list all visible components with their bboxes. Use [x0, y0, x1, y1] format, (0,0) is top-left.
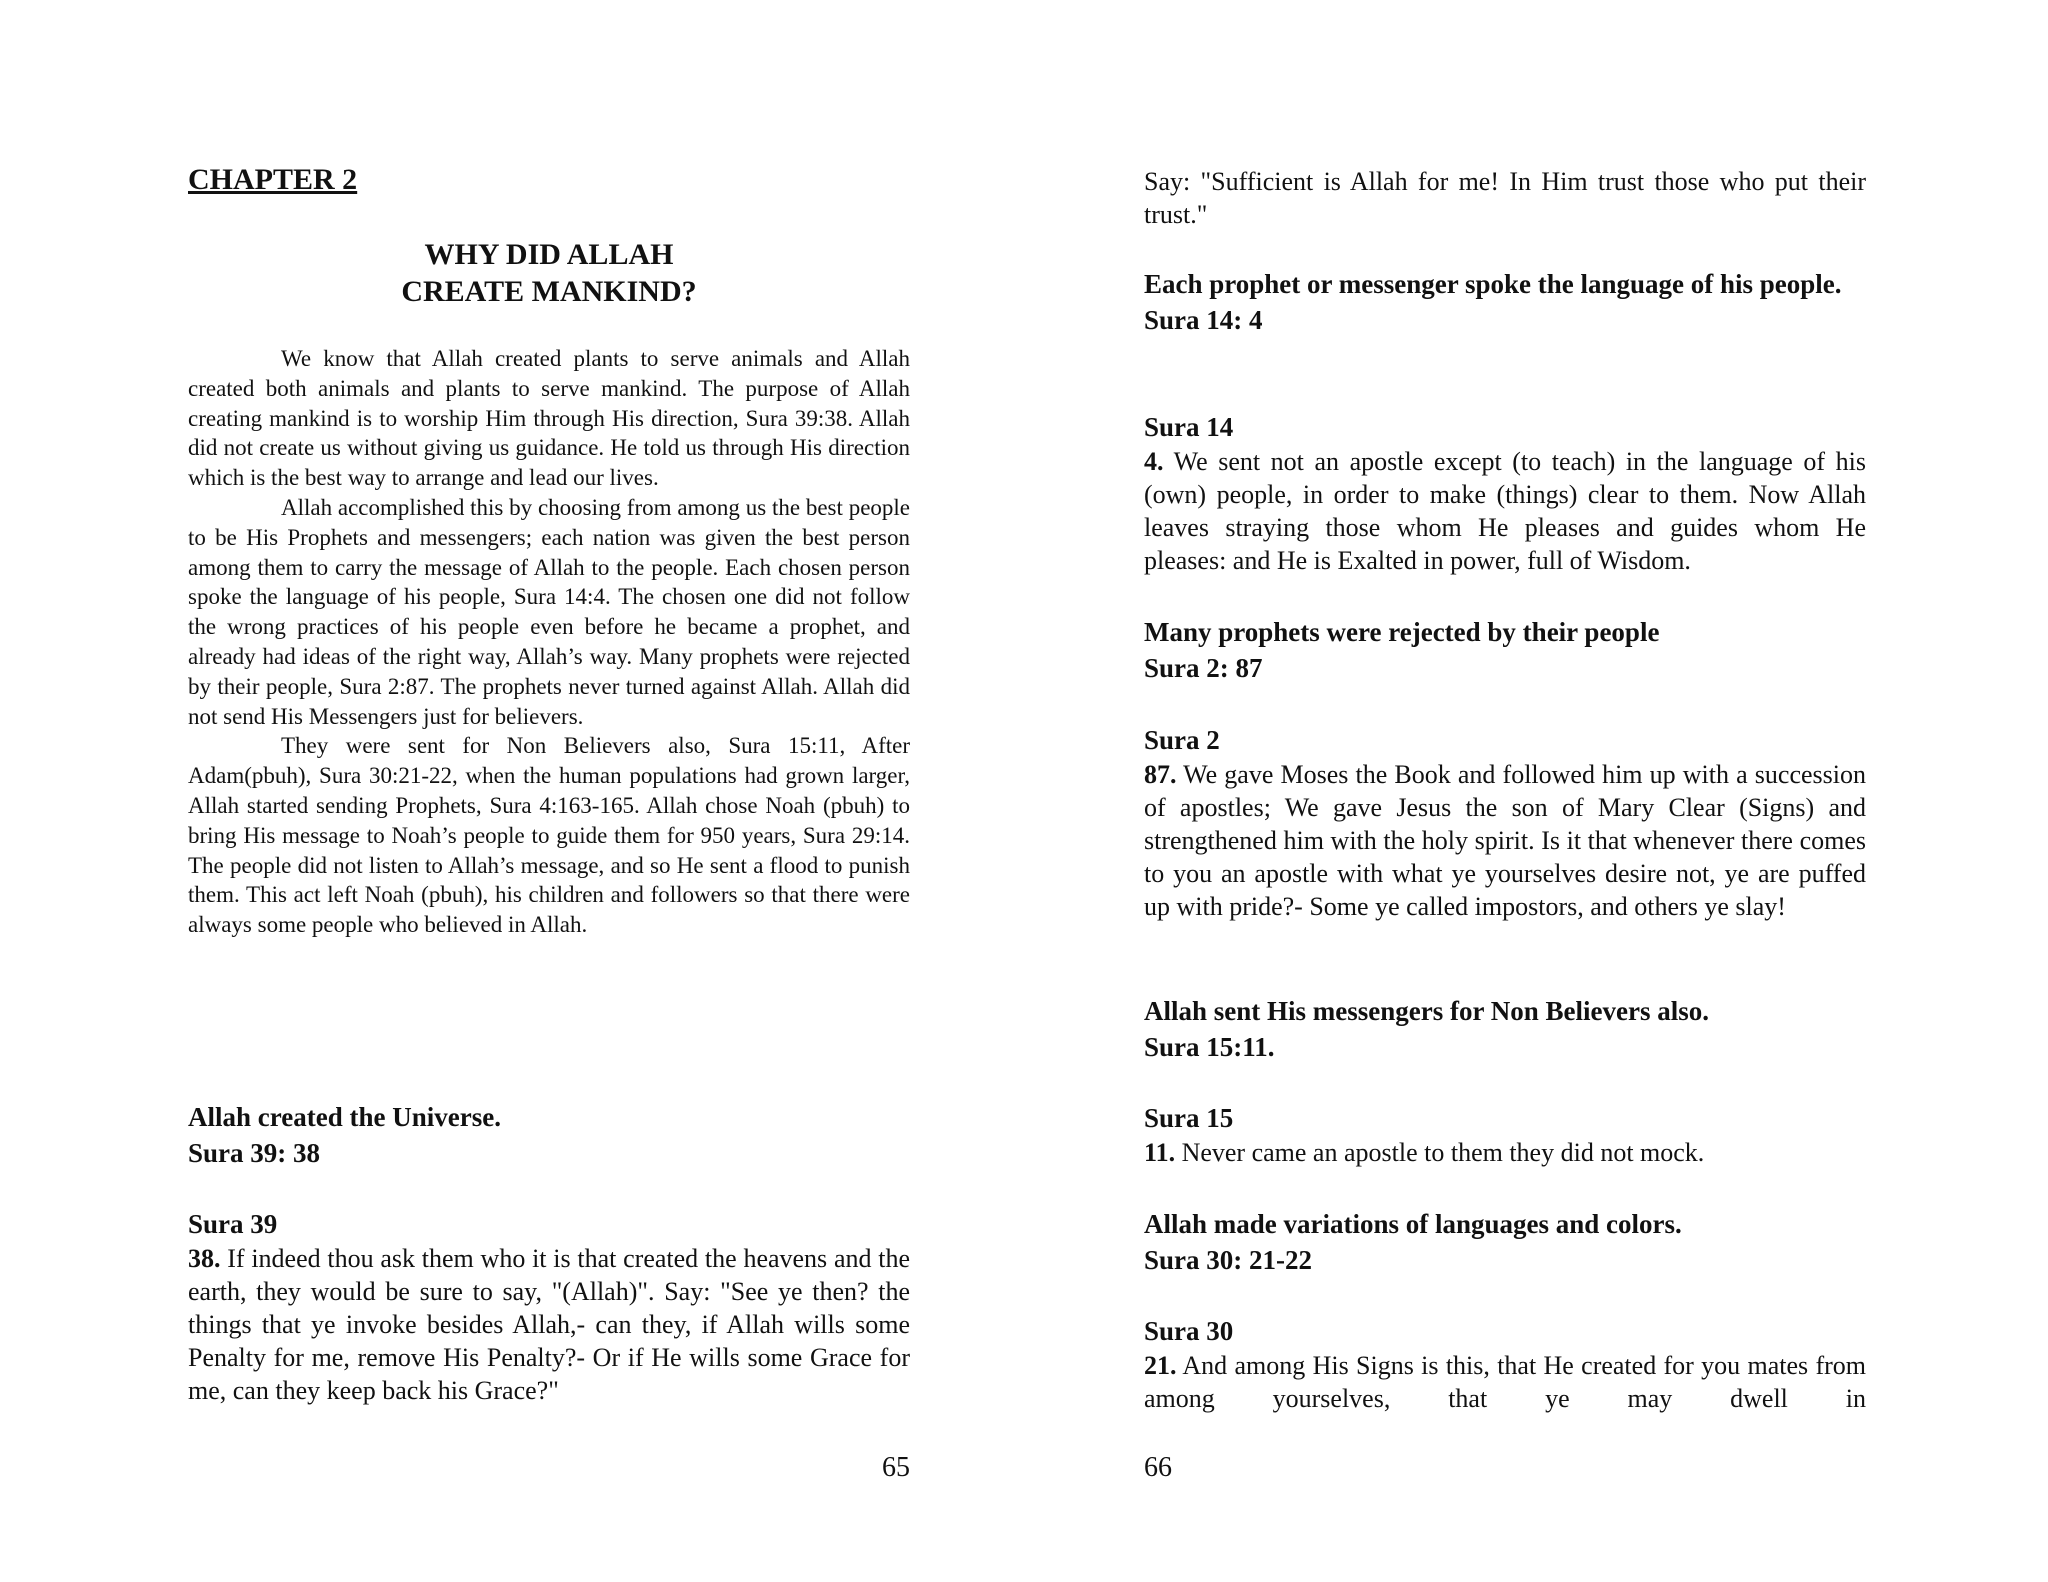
chapter-title-line-2: CREATE MANKIND? [401, 275, 697, 308]
section-heading-text: Each prophet or messenger spoke the language of his people. [1144, 269, 1842, 299]
sura-label: Sura 2 [1144, 725, 1220, 755]
page-number-right: 66 [1144, 1452, 1172, 1483]
chapter-label: CHAPTER 2 [188, 163, 358, 196]
section-heading-text: Allah sent His messengers for Non Believers also. [1144, 996, 1709, 1026]
verse-text [1144, 758, 1866, 923]
section-heading-ref: Sura 39: 38 [188, 1138, 321, 1168]
section-non-believers [1144, 993, 1866, 1065]
sura-label: Sura 30 [1144, 1316, 1234, 1346]
continued-verse-text: Say: "Sufficient is Allah for me! In Him trust those who put their trust." [1144, 167, 1866, 229]
verse-block-sura-39 [188, 1206, 910, 1407]
verse-block-sura-2 [1144, 722, 1866, 923]
verse-block-sura-30 [1144, 1313, 1866, 1415]
section-heading [188, 1099, 910, 1171]
verse-text [1144, 445, 1866, 577]
section-variations [1144, 1206, 1866, 1278]
left-page [188, 0, 910, 1582]
section-heading [1144, 993, 1866, 1065]
verse-block-sura-14 [1144, 409, 1866, 577]
intro-paragraph-3: They were sent for Non Believers also, Sura 15:11, After Adam(pbuh), Sura 30:21-22, when the human populations had grown larger, Allah started sending Prophets, Sura 4:163-165. Allah chose Noah (pbuh) to bring His message to Noah’s people to guide them for 950 years, Sura 29:14. The people did not listen to Allah’s message, and so He sent a flood to punish them. This act left Noah (pbuh), his children and followers so that there were always some people who believed in Allah. [188, 733, 910, 938]
section-heading-text: Many prophets were rejected by their people [1144, 617, 1660, 647]
section-heading [1144, 614, 1866, 686]
section-heading-text: Allah created the Universe. [188, 1102, 501, 1132]
section-language [1144, 266, 1866, 338]
verse-block-sura-15 [1144, 1100, 1866, 1169]
verse-body: We gave Moses the Book and followed him up with a succession of apostles; We gave Jesus the son of Mary Clear (Signs) and strengthened him with the holy spirit. Is it that whenever there comes to you an apostle with what ye yourselves desire not, ye are puffed up with pride?- Some ye called impostors, and others ye slay! [1144, 760, 1866, 921]
verse-text [1144, 1349, 1866, 1415]
section-heading-ref: Sura 15:11. [1144, 1032, 1275, 1062]
sura-label: Sura 14 [1144, 412, 1234, 442]
verse-text [188, 1242, 910, 1407]
verse-body: And among His Signs is this, that He created for you mates from among yourselves, that ye may dwell in [1144, 1351, 1866, 1413]
sura-label: Sura 15 [1144, 1103, 1234, 1133]
section-heading-ref: Sura 2: 87 [1144, 653, 1263, 683]
section-universe [188, 1099, 910, 1171]
section-rejected [1144, 614, 1866, 686]
section-heading-ref: Sura 30: 21-22 [1144, 1245, 1312, 1275]
section-heading-ref: Sura 14: 4 [1144, 305, 1263, 335]
verse-body: We sent not an apostle except (to teach) in the language of his (own) people, in order to make (things) clear to them. Now Allah leaves straying those whom He pleases and guides whom He pleases: and He is Exalted in power, full of Wisdom. [1144, 447, 1866, 575]
verse-body: If indeed thou ask them who it is that created the heavens and the earth, they would be sure to say, "(Allah)". Say: "See ye then? the things that ye invoke besides Allah,- can they, if Allah wills some Penalty for me, remove His Penalty?- Or if He wills some Grace for me, can they keep back his Grace?" [188, 1244, 910, 1405]
section-heading-text: Allah made variations of languages and colors. [1144, 1209, 1682, 1239]
verse-number: 87. [1144, 760, 1177, 789]
verse-number: 21. [1144, 1351, 1177, 1380]
verse-number: 4. [1144, 447, 1164, 476]
section-heading [1144, 266, 1866, 338]
intro-paragraph-1: We know that Allah created plants to serve animals and Allah created both animals and plants to serve mankind. The purpose of Allah creating mankind is to worship Him through His direction, Sura 39:38. Allah did not create us without giving us guidance. He told us through His direction which is the best way to arrange and lead our lives. [188, 346, 910, 491]
intro-text [188, 344, 910, 940]
section-heading [1144, 1206, 1866, 1278]
verse-number: 38. [188, 1244, 221, 1273]
continued-verse [1144, 165, 1866, 231]
right-page [1144, 0, 1866, 1582]
verse-body: Never came an apostle to them they did not mock. [1175, 1138, 1705, 1167]
intro-paragraph-2: Allah accomplished this by choosing from among us the best people to be His Prophets and messengers; each nation was given the best person among them to carry the message of Allah to the people. Each chosen person spoke the language of his people, Sura 14:4. The chosen one did not follow the wrong practices of his people even before he became a prophet, and already had ideas of the right way, Allah’s way. Many prophets were rejected by their people, Sura 2:87. The prophets never turned against Allah. Allah did not send His Messengers just for believers. [188, 494, 910, 729]
page-number-left: 65 [882, 1452, 910, 1483]
chapter-title-line-1: WHY DID ALLAH [424, 238, 674, 271]
chapter-title [188, 236, 910, 310]
verse-text [1144, 1136, 1866, 1169]
verse-number: 11. [1144, 1138, 1176, 1167]
sura-label: Sura 39 [188, 1209, 278, 1239]
